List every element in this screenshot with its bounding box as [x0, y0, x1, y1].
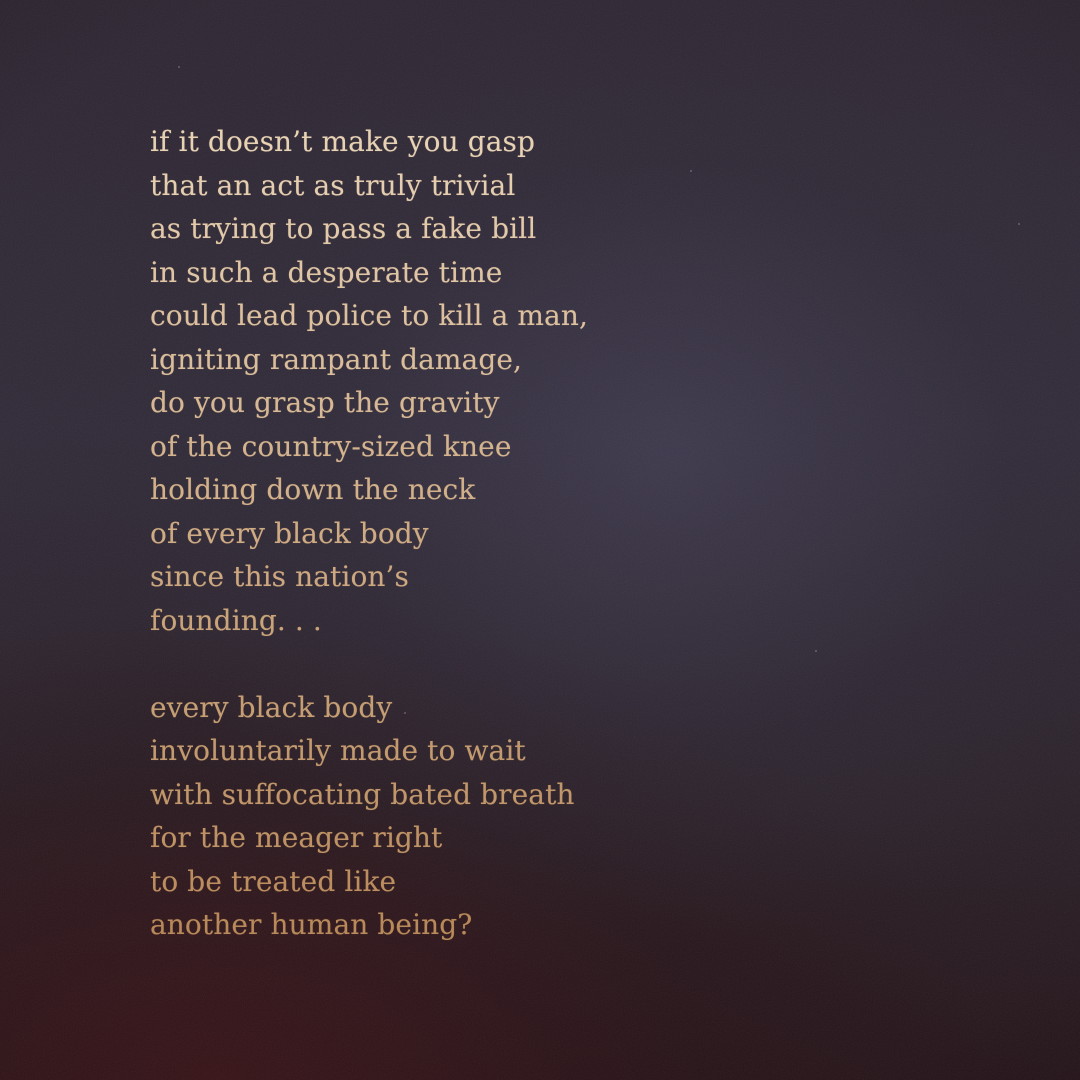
poem-line: with suffocating bated breath: [150, 777, 575, 811]
dust-speck: [178, 66, 180, 68]
poem-line: in such a desperate time: [150, 255, 503, 289]
poem-line: involuntarily made to wait: [150, 734, 526, 767]
stanza-2: [150, 686, 588, 947]
dust-speck: [1018, 223, 1020, 225]
poem-line: every black body: [150, 690, 393, 724]
poem: [150, 120, 588, 947]
poem-line: that an act as truly trivial: [150, 168, 516, 202]
poem-line: if it doesn’t make you gasp: [150, 125, 536, 158]
poem-line: since this nation’s: [150, 560, 410, 593]
poem-line: igniting rampant damage,: [150, 342, 523, 376]
poem-line: as trying to pass a fake bill: [150, 212, 537, 245]
poem-line: do you grasp the gravity: [150, 386, 500, 419]
poem-line: for the meager right: [150, 821, 443, 854]
poem-line: to be treated like: [150, 864, 397, 898]
poem-line: founding. . .: [150, 603, 322, 637]
poem-line: another human being?: [150, 908, 473, 941]
poem-line: of every black body: [150, 516, 429, 550]
dust-speck: [690, 170, 692, 172]
poem-line: of the country-sized knee: [150, 429, 512, 463]
poem-line: holding down the neck: [150, 473, 476, 506]
stanza-1: [150, 120, 588, 642]
dust-speck: [815, 650, 817, 652]
poem-line: could lead police to kill a man,: [150, 299, 588, 332]
